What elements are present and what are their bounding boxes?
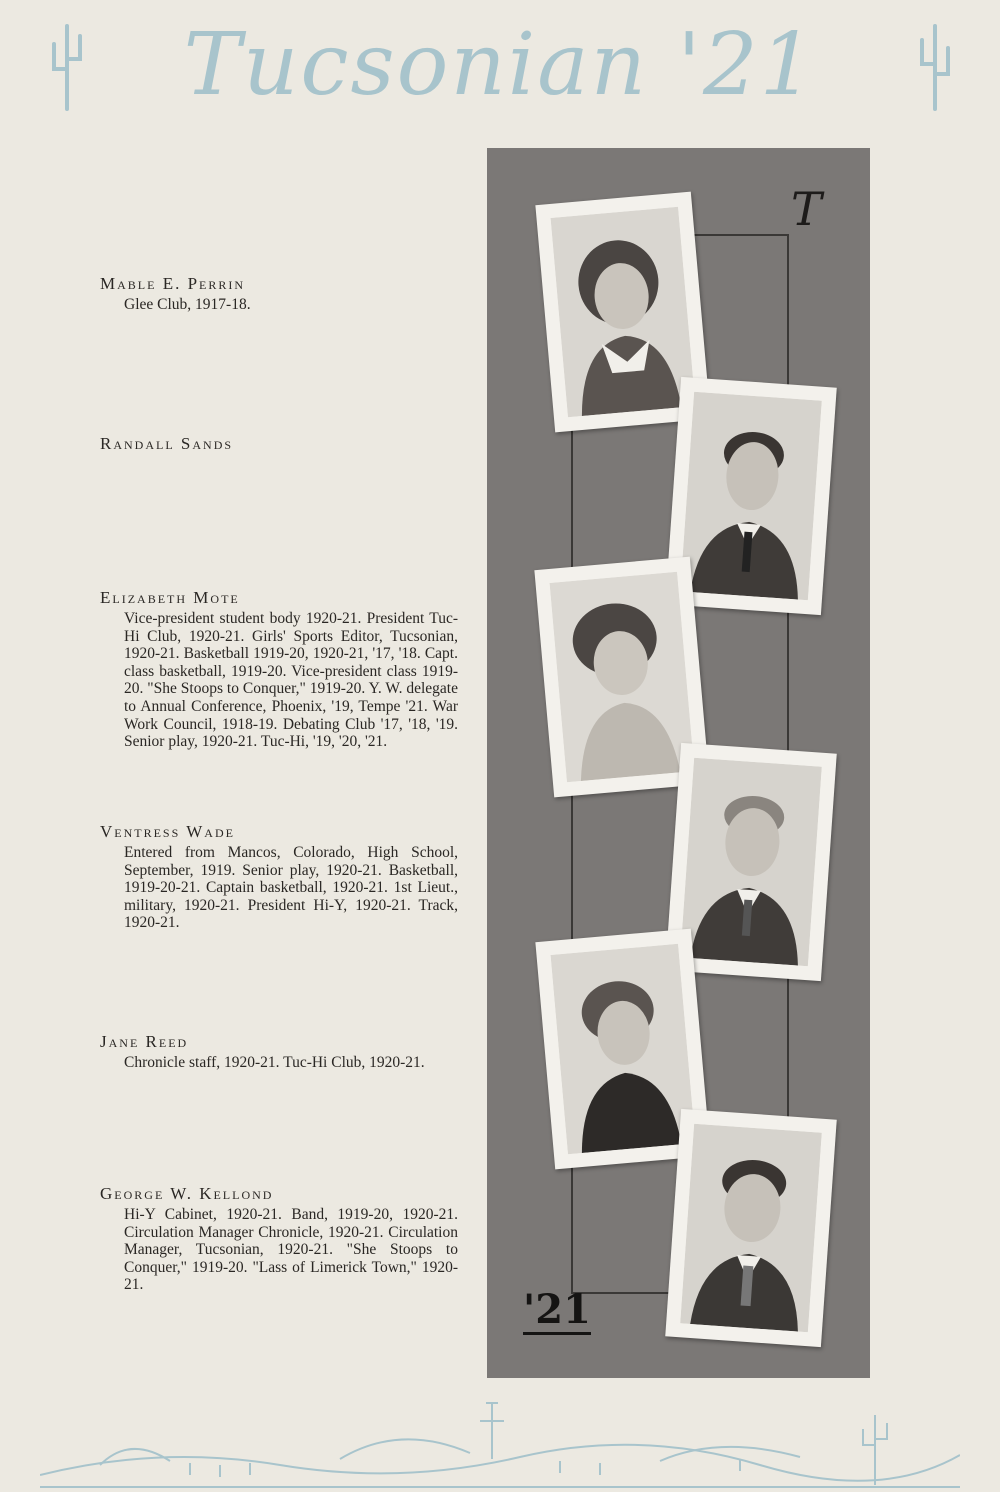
student-activities: Glee Club, 1917-18. xyxy=(124,296,251,313)
desert-landscape-icon xyxy=(40,1395,960,1490)
student-name: Mable E. Perrin xyxy=(100,274,246,293)
senior-entry xyxy=(100,588,458,751)
senior-photo xyxy=(665,1109,837,1347)
student-name: George W. Kellond xyxy=(100,1184,274,1203)
student-name: Jane Reed xyxy=(100,1032,189,1051)
student-activities: Vice-president student body 1920-21. President Tuc-Hi Club, 1920-21. Girls' Sports Editor, Tucsonian, 1920-21. Basketball 1919-20, 1920-21, '17, '18. Capt. class basketball, 1919-20. Vice-president class 1919-20. "She Stoops to Conquer," 1919-20. Y. W. delegate to Annual Conference, Phoenix, '19, Tempe '21. War Work Council, 1918-19. Debating Club '17, '18, '19. Senior play, 1920-21. Tuc-Hi, '19, '20, '21. xyxy=(124,610,458,751)
photo-panel xyxy=(487,148,870,1378)
student-activities: Hi-Y Cabinet, 1920-21. Band, 1919-20, 1920-21. Circulation Manager Chronicle, 1920-21. Circulation Manager, Tucsonian, 1920-21. "She Stoops to Conquer," 1919-20. "Lass of Limerick Town," 1920-21. xyxy=(124,1206,458,1294)
senior-entry xyxy=(100,274,458,314)
student-activities: Chronicle staff, 1920-21. Tuc-Hi Club, 1920-21. xyxy=(124,1054,425,1071)
portrait-woman-icon xyxy=(551,207,696,417)
student-name: Elizabeth Mote xyxy=(100,588,240,607)
senior-entry xyxy=(100,1032,458,1072)
class-year: '21 xyxy=(523,1286,591,1333)
senior-entry xyxy=(100,1184,458,1294)
portrait-woman-icon xyxy=(550,572,695,782)
student-name: Ventress Wade xyxy=(100,822,235,841)
portrait-man-icon xyxy=(680,392,822,600)
portrait-man-icon xyxy=(680,1124,822,1332)
student-name: Randall Sands xyxy=(100,434,234,453)
monogram: T xyxy=(791,182,822,236)
student-activities: Entered from Mancos, Colorado, High School, September, 1919. Senior play, 1920-21. Basketball, 1919-20-21. Captain basketball, 1920-21. 1st Lieut., military, 1920-21. President Hi-Y, 1920-21. Track, 1920-21. xyxy=(124,844,458,932)
senior-entry xyxy=(100,434,458,456)
senior-entry xyxy=(100,822,458,932)
page-title: Tucsonian '21 xyxy=(183,15,817,115)
portrait-woman-icon xyxy=(551,944,696,1154)
portrait-man-icon xyxy=(680,758,822,966)
